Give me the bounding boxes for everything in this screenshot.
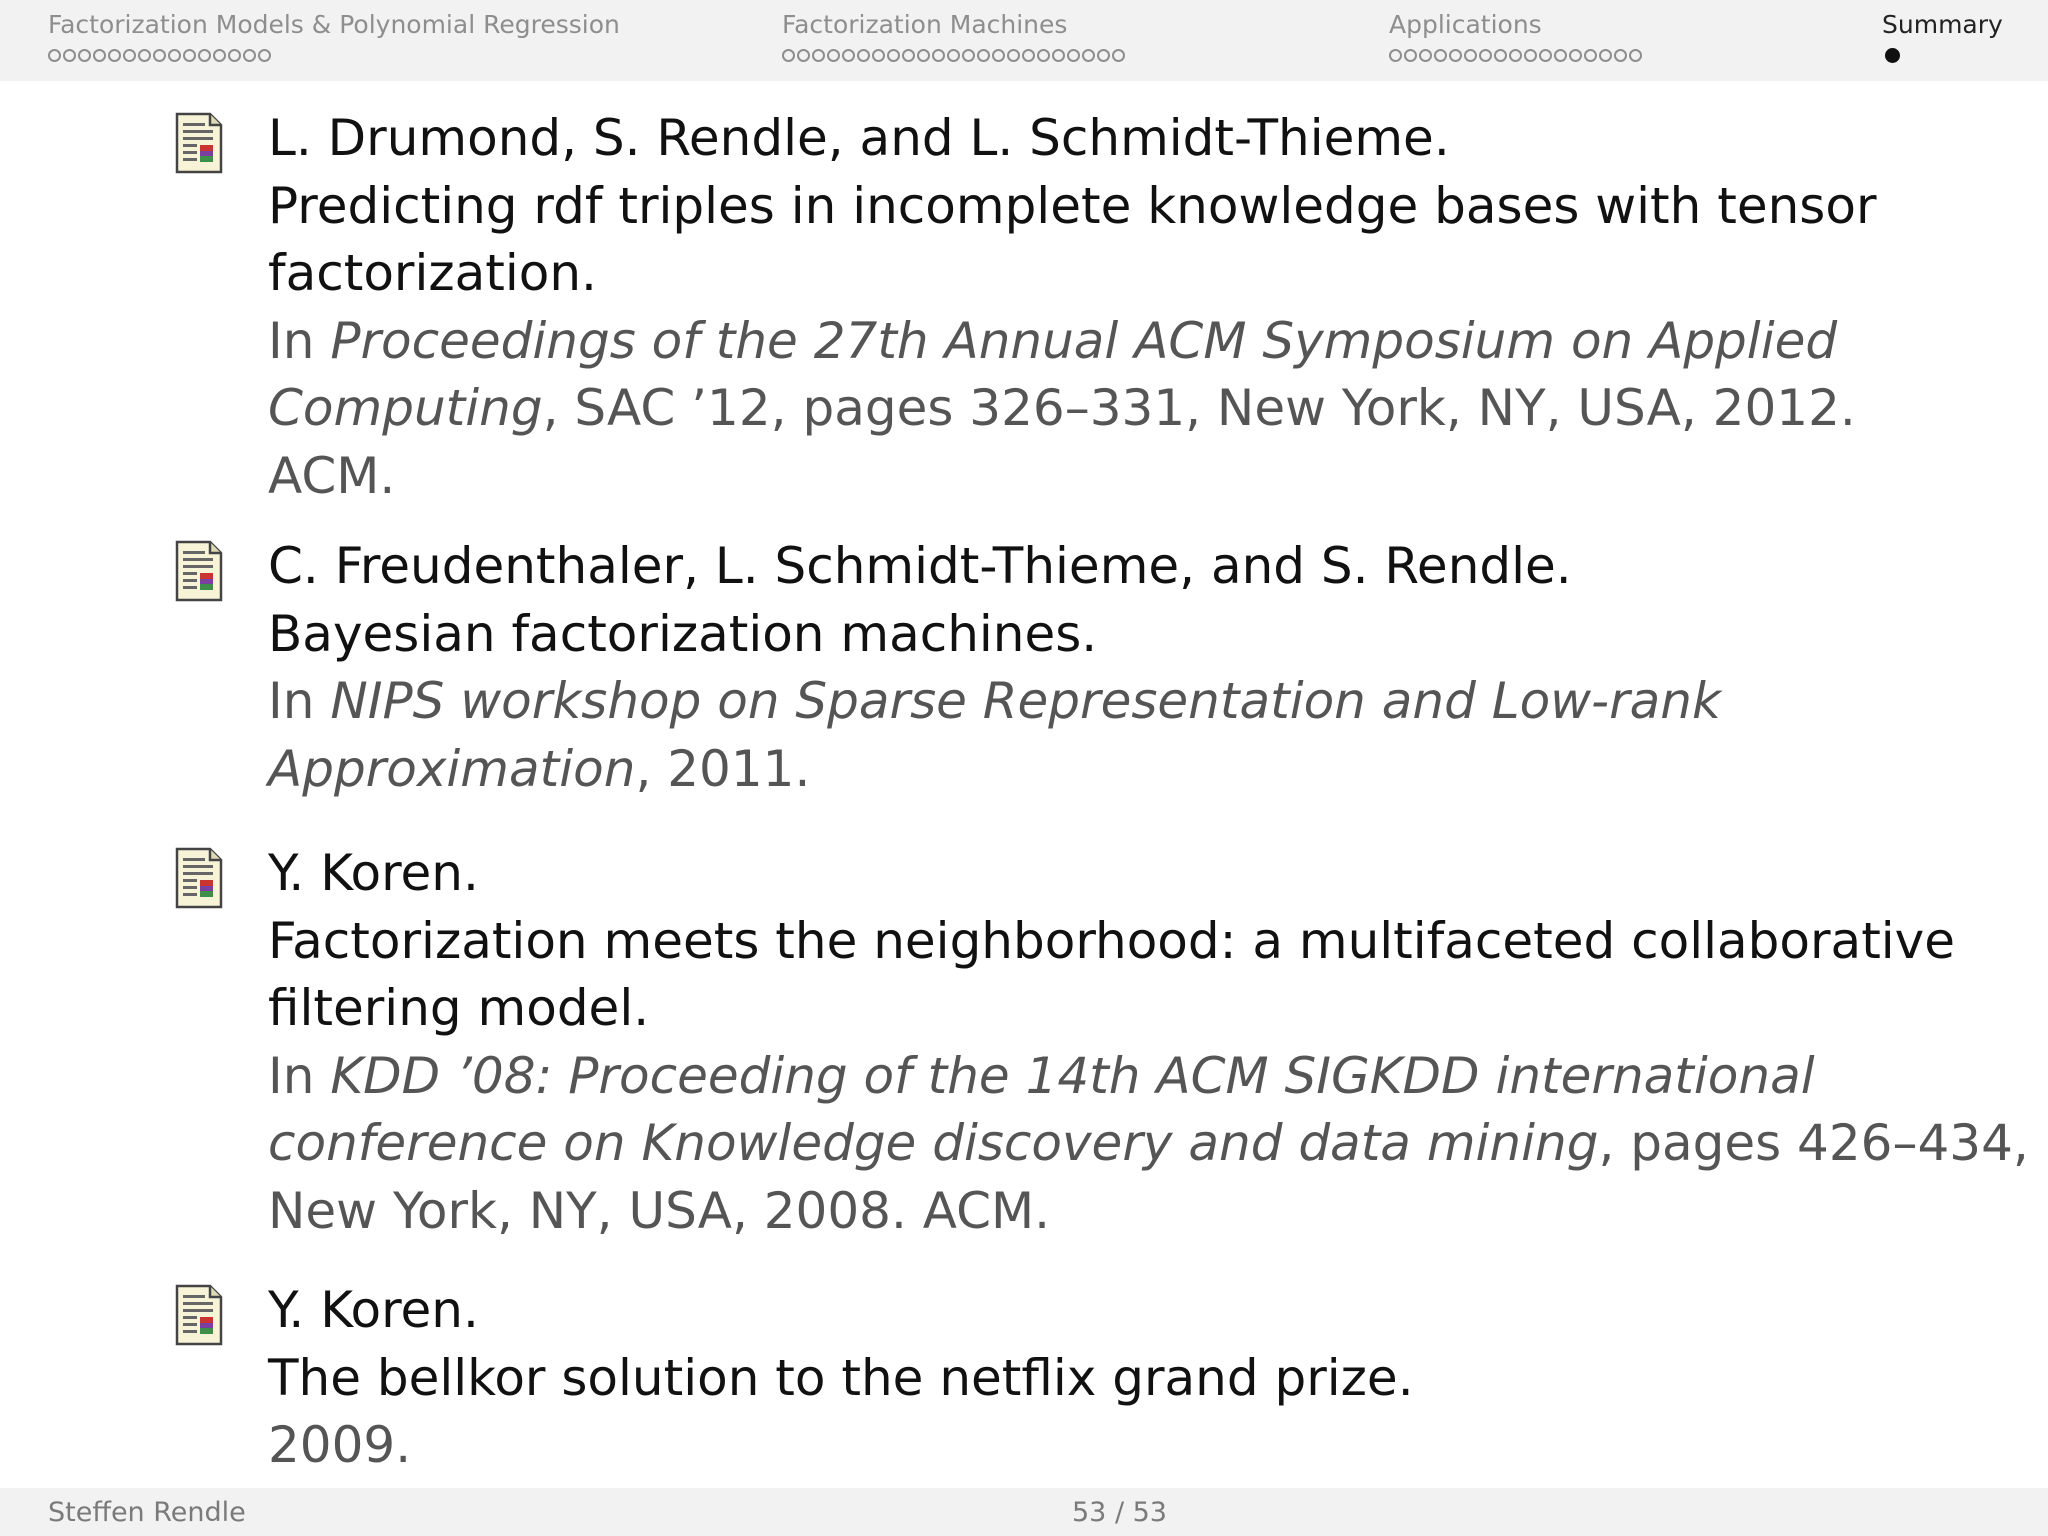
nav-frame-dot[interactable] <box>1614 49 1627 62</box>
nav-section-title: Summary <box>1882 10 2003 39</box>
venue-details: In <box>268 311 331 370</box>
nav-frame-dot[interactable] <box>1569 49 1582 62</box>
reference-venue <box>268 736 1908 804</box>
nav-frame-dot[interactable] <box>872 49 885 62</box>
nav-frame-dot[interactable] <box>123 49 136 62</box>
nav-frame-dot[interactable] <box>1539 49 1552 62</box>
reference-venue <box>268 1412 1908 1480</box>
nav-frame-dot[interactable] <box>1404 49 1417 62</box>
reference-authors: Y. Koren. <box>268 1281 479 1339</box>
nav-frame-dot[interactable] <box>1434 49 1447 62</box>
nav-frame-dot[interactable] <box>1389 49 1402 62</box>
reference-authors: Y. Koren. <box>268 844 479 902</box>
reference-authors: L. Drumond, S. Rendle, and L. Schmidt-Thieme. <box>268 109 1450 167</box>
nav-frame-dot[interactable] <box>108 49 121 62</box>
reference-authors: C. Freudenthaler, L. Schmidt-Thieme, and S. Rendle. <box>268 537 1572 595</box>
reference-venue <box>268 443 1908 511</box>
venue-name: Proceedings of the 27th Annual ACM Symposium on Applied <box>330 311 1838 370</box>
nav-frame-dot[interactable] <box>887 49 900 62</box>
reference-text <box>268 840 2029 1245</box>
reference-title: Bayesian factorization machines. <box>268 604 1098 663</box>
reference-text <box>268 105 1908 510</box>
nav-frame-dot[interactable] <box>1097 49 1110 62</box>
nav-frame-dot[interactable] <box>1082 49 1095 62</box>
reference-title: filtering model. <box>268 979 650 1037</box>
nav-frame-dot[interactable] <box>917 49 930 62</box>
nav-frame-dot[interactable] <box>962 49 975 62</box>
nav-frame-dot[interactable] <box>1584 49 1597 62</box>
article-icon <box>174 111 224 175</box>
venue-details: New York, NY, USA, 2008. ACM. <box>268 1181 1051 1240</box>
nav-section-factorization-machines[interactable] <box>782 10 1127 64</box>
nav-frame-dot[interactable] <box>1509 49 1522 62</box>
venue-details: , pages 426–434, <box>1598 1114 2029 1172</box>
venue-details: ACM. <box>268 446 396 505</box>
nav-frame-dot[interactable] <box>1599 49 1612 62</box>
nav-section-title: Factorization Models & Polynomial Regression <box>48 10 620 39</box>
nav-frame-dot[interactable] <box>213 49 226 62</box>
article-icon <box>174 1283 224 1347</box>
reference-title: Factorization meets the neighborhood: a multifaceted collaborative <box>268 911 1956 970</box>
nav-frame-dot[interactable] <box>1022 49 1035 62</box>
reference-venue <box>268 308 1908 376</box>
nav-section-dots <box>1882 46 2003 64</box>
nav-section-summary[interactable] <box>1882 10 2003 64</box>
reference-venue <box>268 668 1908 736</box>
navigation-header <box>0 0 2048 81</box>
reference-text <box>268 533 1908 803</box>
nav-frame-dot[interactable] <box>947 49 960 62</box>
nav-section-dots <box>1389 46 1644 64</box>
nav-frame-dot[interactable] <box>258 49 271 62</box>
nav-frame-dot[interactable] <box>228 49 241 62</box>
nav-frame-dot[interactable] <box>1885 48 1900 63</box>
nav-frame-dot[interactable] <box>1449 49 1462 62</box>
nav-frame-dot[interactable] <box>857 49 870 62</box>
nav-frame-dot[interactable] <box>797 49 810 62</box>
nav-frame-dot[interactable] <box>1037 49 1050 62</box>
venue-name: Approximation <box>268 739 636 798</box>
reference-venue <box>268 1110 2029 1178</box>
nav-frame-dot[interactable] <box>1007 49 1020 62</box>
nav-frame-dot[interactable] <box>138 49 151 62</box>
nav-frame-dot[interactable] <box>243 49 256 62</box>
venue-details: 2009. <box>268 1416 412 1474</box>
nav-frame-dot[interactable] <box>977 49 990 62</box>
nav-frame-dot[interactable] <box>48 49 61 62</box>
nav-frame-dot[interactable] <box>153 49 166 62</box>
venue-details: , SAC ’12, pages 326–331, New York, NY, USA, 2012. <box>542 379 1856 437</box>
venue-details: In <box>268 672 331 730</box>
reference-title: Predicting rdf triples in incomplete knowledge bases with tensor <box>268 176 1877 235</box>
nav-frame-dot[interactable] <box>168 49 181 62</box>
nav-frame-dot[interactable] <box>183 49 196 62</box>
nav-frame-dot[interactable] <box>1464 49 1477 62</box>
nav-frame-dot[interactable] <box>992 49 1005 62</box>
nav-frame-dot[interactable] <box>1067 49 1080 62</box>
nav-section-title: Applications <box>1389 10 1542 39</box>
nav-frame-dot[interactable] <box>1554 49 1567 62</box>
nav-frame-dot[interactable] <box>902 49 915 62</box>
article-icon <box>174 539 224 603</box>
nav-frame-dot[interactable] <box>1524 49 1537 62</box>
nav-section-dots <box>782 46 1127 64</box>
venue-details: In <box>268 1046 331 1105</box>
reference-title: The bellkor solution to the netflix grand prize. <box>268 1348 1414 1407</box>
nav-frame-dot[interactable] <box>1112 49 1125 62</box>
nav-frame-dot[interactable] <box>827 49 840 62</box>
nav-frame-dot[interactable] <box>842 49 855 62</box>
nav-frame-dot[interactable] <box>78 49 91 62</box>
nav-section-applications[interactable] <box>1389 10 1644 64</box>
nav-section-factorization-models[interactable] <box>48 10 620 64</box>
nav-frame-dot[interactable] <box>1494 49 1507 62</box>
venue-name: KDD ’08: Proceeding of the 14th ACM SIGKDD international <box>330 1046 1815 1105</box>
nav-section-title: Factorization Machines <box>782 10 1068 39</box>
article-icon <box>174 846 224 910</box>
reference-venue <box>268 1043 1908 1111</box>
venue-name: conference on Knowledge discovery and data mining <box>268 1114 1599 1172</box>
nav-frame-dot[interactable] <box>1052 49 1065 62</box>
nav-frame-dot[interactable] <box>198 49 211 62</box>
nav-frame-dot[interactable] <box>932 49 945 62</box>
footer-author: Steffen Rendle <box>48 1497 246 1528</box>
nav-frame-dot[interactable] <box>812 49 825 62</box>
nav-frame-dot[interactable] <box>63 49 76 62</box>
nav-frame-dot[interactable] <box>93 49 106 62</box>
venue-details: , 2011. <box>635 739 811 798</box>
venue-name: NIPS workshop on Sparse Representation and Low-rank <box>330 672 1721 730</box>
nav-frame-dot[interactable] <box>782 49 795 62</box>
page-number: 53 / 53 <box>1072 1497 1167 1528</box>
footer <box>0 1488 2048 1536</box>
reference-venue <box>268 1178 1908 1246</box>
nav-frame-dot[interactable] <box>1629 49 1642 62</box>
nav-frame-dot[interactable] <box>1419 49 1432 62</box>
nav-section-dots <box>48 46 620 64</box>
reference-title: factorization. <box>268 244 597 302</box>
reference-venue <box>268 375 1908 443</box>
reference-text <box>268 1277 1908 1480</box>
venue-name: Computing <box>268 379 543 437</box>
nav-frame-dot[interactable] <box>1479 49 1492 62</box>
